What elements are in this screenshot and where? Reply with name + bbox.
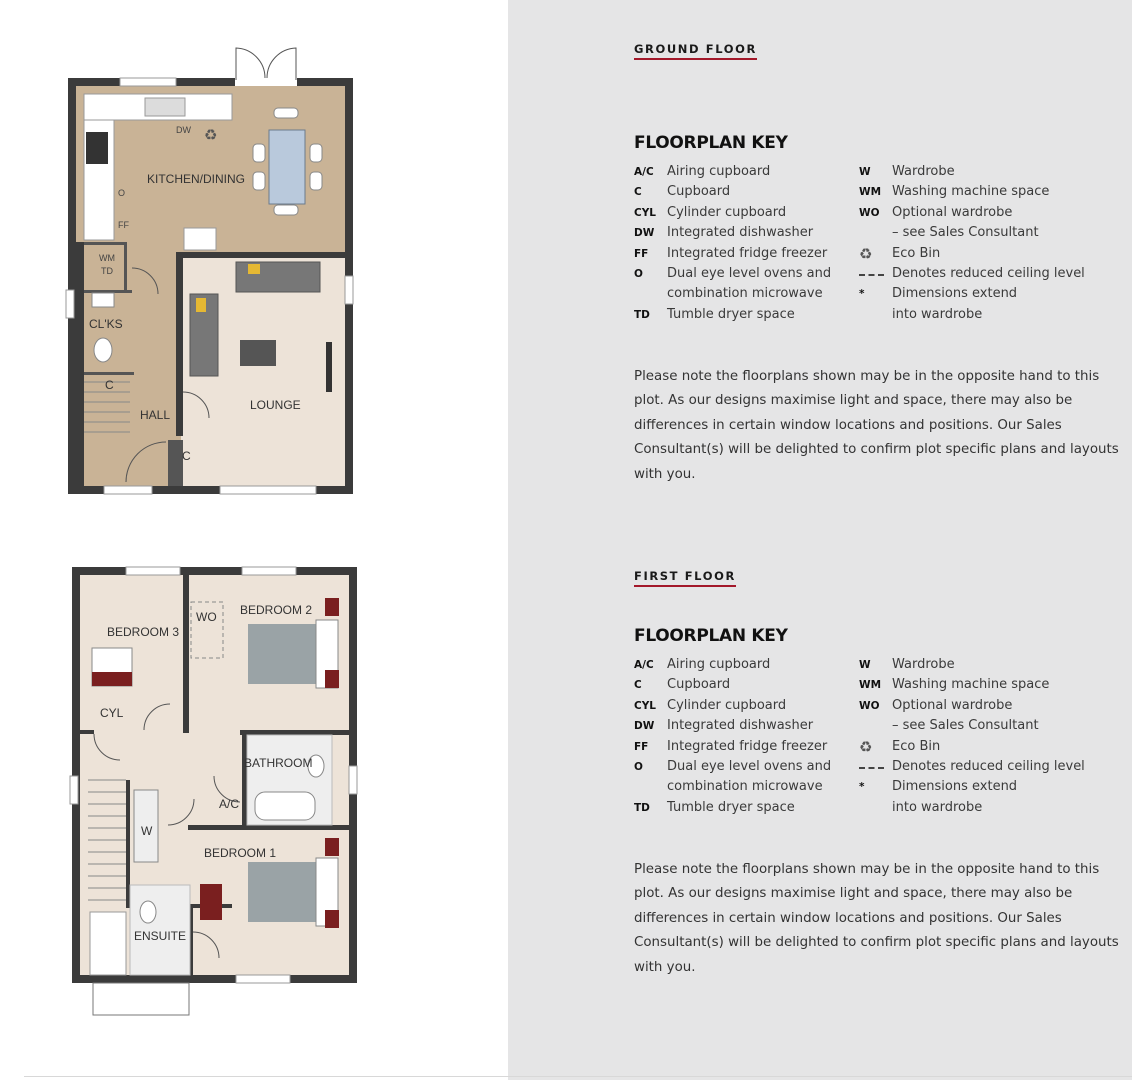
key-row: Denotes reduced ceiling level [859, 757, 1089, 777]
key-row: DW Integrated dishwasher [634, 225, 814, 241]
first-key-right [859, 655, 1089, 818]
key-row: TD Tumble dryer space [634, 799, 795, 815]
key-row: O Dual eye level ovens and [634, 758, 832, 774]
key-row: – see Sales Consultant [892, 718, 1039, 734]
key-row: CYL Cylinder cupboard [634, 204, 787, 220]
first-floor-heading: FIRST FLOOR [634, 569, 736, 587]
bedroom-2-label: BEDROOM 2 [240, 603, 313, 617]
key-row: W Wardrobe [859, 657, 955, 672]
floorplan-drawings-panel [0, 0, 508, 1080]
airing-cupboard-label: A/C [219, 797, 240, 811]
key-panel [508, 0, 1132, 1080]
oven-label: O [118, 188, 126, 198]
key-row: WO Optional wardrobe [859, 204, 1013, 220]
eco-bin-icon: ♻ [204, 127, 218, 144]
ensuite-label: ENSUITE [134, 929, 187, 943]
key-row: W Wardrobe [859, 164, 955, 179]
key-row: FF Integrated fridge freezer [634, 738, 828, 754]
bedroom-3-label: BEDROOM 3 [107, 625, 180, 639]
cupboard-label-1: C [105, 378, 114, 392]
optional-wardrobe-label: WO [196, 610, 217, 624]
first-floorplan-key-title: FLOORPLAN KEY [634, 626, 788, 646]
cloakroom-label: CL'KS [89, 317, 123, 331]
key-row: A/C Airing cupboard [634, 164, 771, 179]
key-row: * Dimensions extend [859, 779, 1018, 795]
ground-floor-section [634, 38, 1119, 498]
cylinder-label: CYL [100, 706, 124, 720]
key-row: C Cupboard [634, 184, 731, 200]
key-row: FF Integrated fridge freezer [634, 245, 828, 261]
key-row: * Dimensions extend [859, 286, 1018, 302]
wardrobe-label: W [141, 824, 153, 838]
td-label: TD [101, 266, 113, 276]
footer-divider [24, 1076, 1132, 1077]
key-row: into wardrobe [892, 306, 983, 322]
ground-floorplan-key-title: FLOORPLAN KEY [634, 133, 788, 153]
key-row: – see Sales Consultant [892, 225, 1039, 241]
key-row: WO Optional wardrobe [859, 697, 1013, 713]
ff-label: FF [118, 220, 129, 230]
key-row: C Cupboard [634, 677, 731, 693]
dw-label: DW [176, 125, 191, 135]
ground-floor-plan [0, 0, 508, 520]
key-row: WM Washing machine space [859, 677, 1050, 693]
key-row: A/C Airing cupboard [634, 657, 771, 672]
ground-floor-note: Please note the floorplans shown may be in the opposite hand to this plot. As our designs maximise light and space, there may also be differences in certain window locations and positions. Our Sales Consultant(s) will be delighted to confirm plot specific plans and layouts with you. [634, 369, 1119, 482]
hall-label: HALL [140, 408, 171, 422]
lounge-label: LOUNGE [250, 398, 301, 412]
key-row: CYL Cylinder cupboard [634, 697, 787, 713]
kitchen-dining-label: KITCHEN/DINING [147, 172, 246, 186]
first-key-left [634, 655, 854, 818]
key-row: Denotes reduced ceiling level [859, 264, 1089, 284]
key-row: ♻ Eco Bin [859, 737, 941, 756]
first-floor-section [634, 565, 1119, 1025]
eco-bin-icon: ♻ [859, 737, 873, 756]
key-row: DW Integrated dishwasher [634, 718, 814, 734]
ground-floor-heading: GROUND FLOOR [634, 42, 757, 60]
key-row: combination microwave [667, 779, 823, 795]
key-row: O Dual eye level ovens and [634, 265, 832, 281]
key-row: WM Washing machine space [859, 184, 1050, 200]
dashed-line-icon [859, 767, 884, 769]
ground-key-right [859, 162, 1089, 325]
ground-key-left [634, 162, 854, 325]
key-row: into wardrobe [892, 799, 983, 815]
first-floor-note: Please note the floorplans shown may be in the opposite hand to this plot. As our designs maximise light and space, there may also be differences in certain window locations and positions. Our Sales Consultant(s) will be delighted to confirm plot specific plans and layouts with you. [634, 862, 1119, 975]
eco-bin-icon: ♻ [859, 244, 873, 263]
bedroom-1-label: BEDROOM 1 [204, 846, 277, 860]
cupboard-label-2: C [182, 449, 191, 463]
bathroom-label: BATHROOM [244, 756, 313, 770]
key-row: ♻ Eco Bin [859, 244, 941, 263]
key-row: combination microwave [667, 286, 823, 302]
first-floor-plan [0, 540, 508, 1060]
wm-label: WM [99, 253, 115, 263]
dashed-line-icon [859, 274, 884, 276]
key-row: TD Tumble dryer space [634, 306, 795, 322]
